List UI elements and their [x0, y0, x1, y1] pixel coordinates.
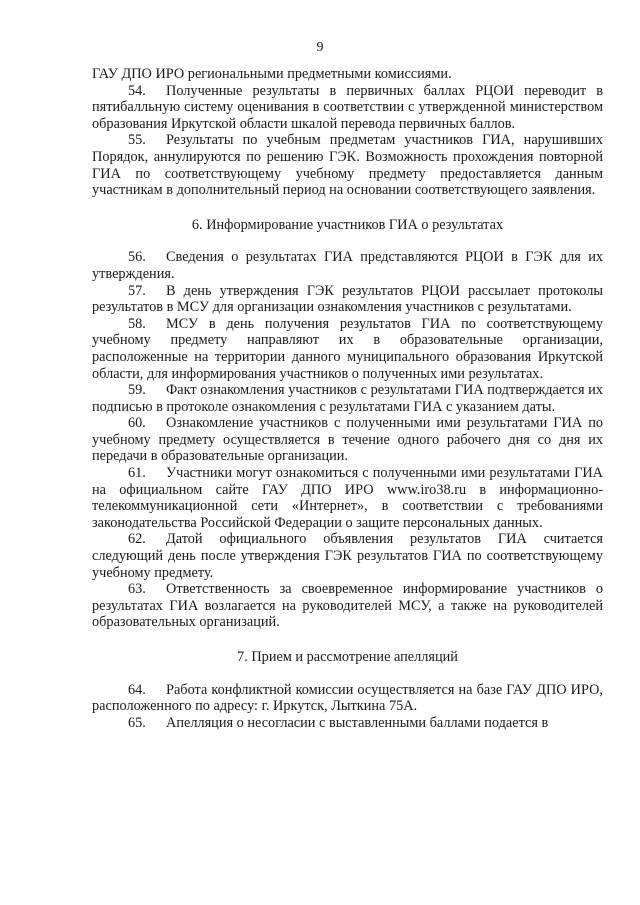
- paragraph-text: Факт ознакомления участников с результатами ГИА подтверждается их подписью в протоколе ознакомления с результатами ГИА с указанием даты.: [92, 382, 603, 415]
- paragraph-number: 59.: [128, 382, 146, 399]
- paragraph: [92, 132, 603, 198]
- paragraph: [92, 249, 603, 282]
- paragraph: [92, 682, 603, 715]
- section-7-heading: 7. Прием и рассмотрение апелляций: [237, 649, 458, 665]
- paragraph: [92, 415, 603, 465]
- paragraph-number: 54.: [128, 82, 146, 99]
- paragraph: [92, 283, 603, 316]
- paragraph-text: В день утверждения ГЭК результатов РЦОИ рассылает протоколы результатов в МСУ для организации ознакомления участников с результатами.: [92, 282, 603, 316]
- paragraph-number: 62.: [128, 531, 146, 548]
- paragraph: [92, 316, 603, 382]
- page-number: 9: [316, 40, 324, 55]
- paragraph-number: 61.: [128, 465, 146, 482]
- document-body: [92, 66, 603, 731]
- paragraph-text: Ознакомление участников с полученными ими результатами ГИА по учебному предмету осуществляется в течение одного рабочего дня со дня их передачи в образовательные организации.: [92, 415, 603, 465]
- paragraph-number: 60.: [128, 415, 146, 432]
- paragraph-number: 65.: [128, 714, 146, 731]
- items-c: [92, 682, 603, 732]
- paragraph-text: Полученные результаты в первичных баллах РЦОИ переводит в пятибалльную систему оценивания в соответствии с утвержденной министерством образования Иркутской области шкалой перевода первичных баллов.: [92, 82, 603, 132]
- intro-line: ГАУ ДПО ИРО региональными предметными комиссиями.: [92, 66, 452, 82]
- paragraph-text: МСУ в день получения результатов ГИА по соответствующему учебному предмету направляют их в образовательные организации, расположенные на территории данного муниципального образования Иркутской области, для информирования участников о полученных ими результатах.: [92, 315, 603, 382]
- paragraph-text: Ответственность за своевременное информирование участников о результатах ГИА возлагается на руководителей МСУ, а также на руководителей образовательных организаций.: [92, 581, 603, 631]
- paragraph-number: 57.: [128, 282, 146, 299]
- paragraph-text: Апелляция о несогласии с выставленными баллами подается в: [166, 714, 549, 731]
- paragraph: [92, 715, 603, 732]
- paragraph: [92, 83, 603, 133]
- paragraph-number: 63.: [128, 581, 146, 598]
- paragraph: [92, 531, 603, 581]
- items-b: [92, 249, 603, 631]
- paragraph-text: Результаты по учебным предметам участников ГИА, нарушивших Порядок, аннулируются по решению ГЭК. Возможность прохождения повторной ГИА по соответствующему учебному предмету предоставляется данным участникам в дополнительный период на основании соответствующего заявления.: [92, 132, 603, 199]
- items-a: [92, 83, 603, 199]
- paragraph-number: 58.: [128, 315, 146, 332]
- paragraph: [92, 382, 603, 415]
- paragraph-text: Датой официального объявления результатов ГИА считается следующий день после утверждения ГЭК результатов ГИА по соответствующему учебному предмету.: [92, 531, 603, 581]
- paragraph-number: 56.: [128, 249, 146, 266]
- paragraph: [92, 465, 603, 531]
- paragraph-text: Участники могут ознакомиться с полученными ими результатами ГИА на официальном сайте ГАУ ДПО ИРО www.iro38.ru в информационно-телекоммуникационной сети «Интернет», в соответствии с требованиями законодательства Российской Федерации о защите персональных данных.: [92, 465, 603, 531]
- paragraph-number: 55.: [128, 132, 146, 149]
- paragraph: [92, 581, 603, 631]
- paragraph-text: Сведения о результатах ГИА представляются РЦОИ в ГЭК для их утверждения.: [92, 249, 603, 282]
- section-6-heading: 6. Информирование участников ГИА о результатах: [191, 216, 504, 233]
- paragraph-number: 64.: [128, 681, 146, 698]
- paragraph-text: Работа конфликтной комиссии осуществляется на базе ГАУ ДПО ИРО, расположенного по адресу: г. Иркутск, Лыткина 75А.: [92, 681, 603, 715]
